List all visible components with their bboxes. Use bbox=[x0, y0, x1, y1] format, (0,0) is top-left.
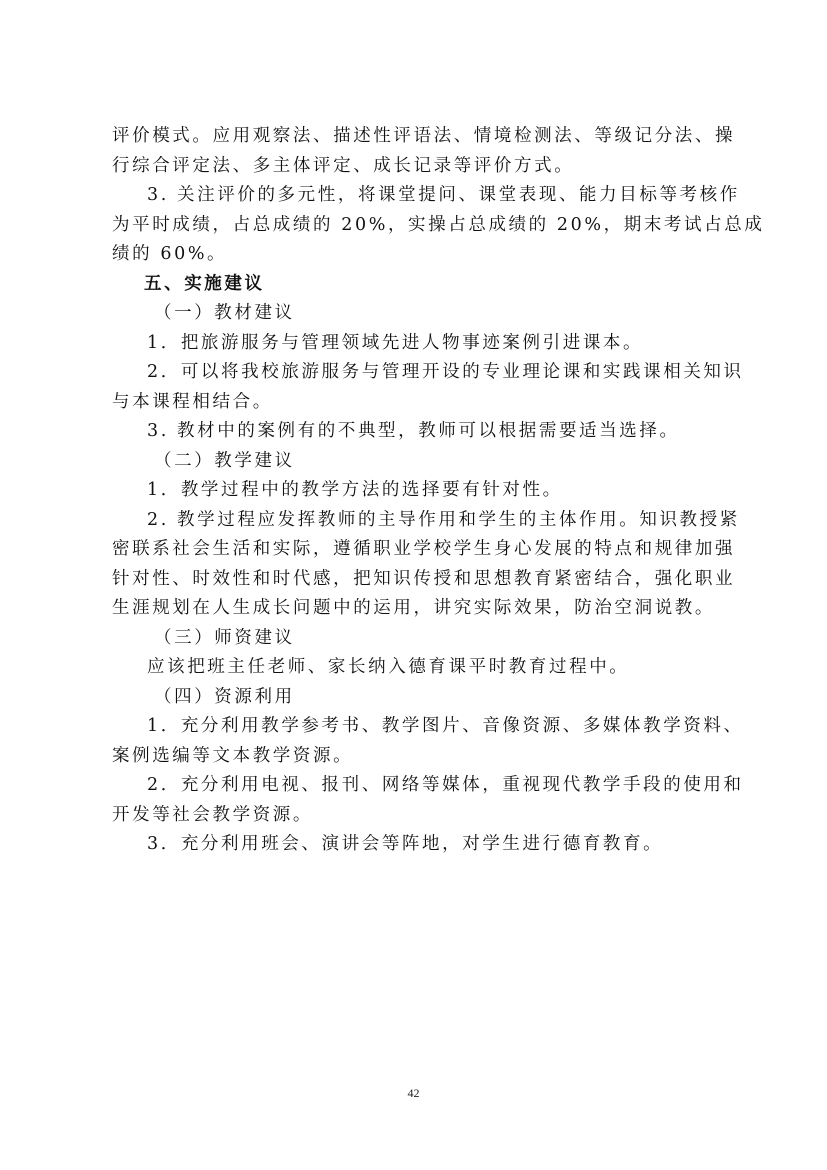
subsection-heading: （二）教学建议 bbox=[154, 450, 295, 471]
paragraph-line: 3. 教材中的案例有的不典型，教师可以根据需要适当选择。 bbox=[147, 421, 680, 441]
paragraph-line: 2．可以将我校旅游服务与管理开设的专业理论课和实践课相关知识 bbox=[147, 362, 744, 382]
paragraph-line: 1．充分利用教学参考书、教学图片、音像资源、多媒体教学资料、 bbox=[147, 716, 744, 736]
document-body bbox=[112, 122, 765, 860]
paragraph-line: 评价模式。应用观察法、描述性评语法、情境检测法、等级记分法、操 bbox=[112, 126, 736, 146]
subsection-heading: （一）教材建议 bbox=[154, 303, 295, 323]
paragraph-line: 案例选编等文本教学资源。 bbox=[112, 745, 354, 766]
paragraph-line: 绩的 60%。 bbox=[112, 244, 228, 264]
subsection-heading: （三）师资建议 bbox=[154, 627, 295, 648]
subsection-heading: （四）资源利用 bbox=[154, 686, 295, 707]
paragraph-line: 3．充分利用班会、演讲会等阵地，对学生进行德育教育。 bbox=[147, 834, 664, 854]
paragraph-line: 3. 关注评价的多元性，将课堂提问、课堂表现、能力目标等考核作 bbox=[147, 185, 740, 205]
section-heading: 五、实施建议 bbox=[144, 273, 265, 294]
paragraph-line: 与本课程相结合。 bbox=[112, 391, 273, 412]
paragraph-line: 密联系社会生活和实际，遵循职业学校学生身心发展的特点和规律加强 bbox=[112, 539, 736, 559]
paragraph-line: 应该把班主任老师、家长纳入德育课平时教育过程中。 bbox=[147, 657, 630, 677]
paragraph-line: 1．把旅游服务与管理领域先进人物事迹案例引进课本。 bbox=[147, 332, 644, 353]
paragraph-line: 2．充分利用电视、报刊、网络等媒体，重视现代教学手段的使用和 bbox=[147, 775, 744, 795]
paragraph-line: 2. 教学过程应发挥教师的主导作用和学生的主体作用。知识教授紧 bbox=[147, 509, 740, 530]
paragraph-line: 1．教学过程中的教学方法的选择要有针对性。 bbox=[147, 480, 563, 500]
paragraph-line: 行综合评定法、多主体评定、成长记录等评价方式。 bbox=[112, 155, 575, 176]
paragraph-line: 开发等社会教学资源。 bbox=[112, 804, 313, 825]
page-number: 42 bbox=[407, 1086, 420, 1100]
paragraph-line: 为平时成绩，占总成绩的 20%，实操占总成绩的 20%，期末考试占总成 bbox=[112, 214, 765, 235]
paragraph-line: 生涯规划在人生成长问题中的运用，讲究实际效果，防治空洞说教。 bbox=[112, 598, 715, 618]
paragraph-line: 针对性、时效性和时代感，把知识传授和思想教育紧密结合，强化职业 bbox=[112, 568, 736, 589]
